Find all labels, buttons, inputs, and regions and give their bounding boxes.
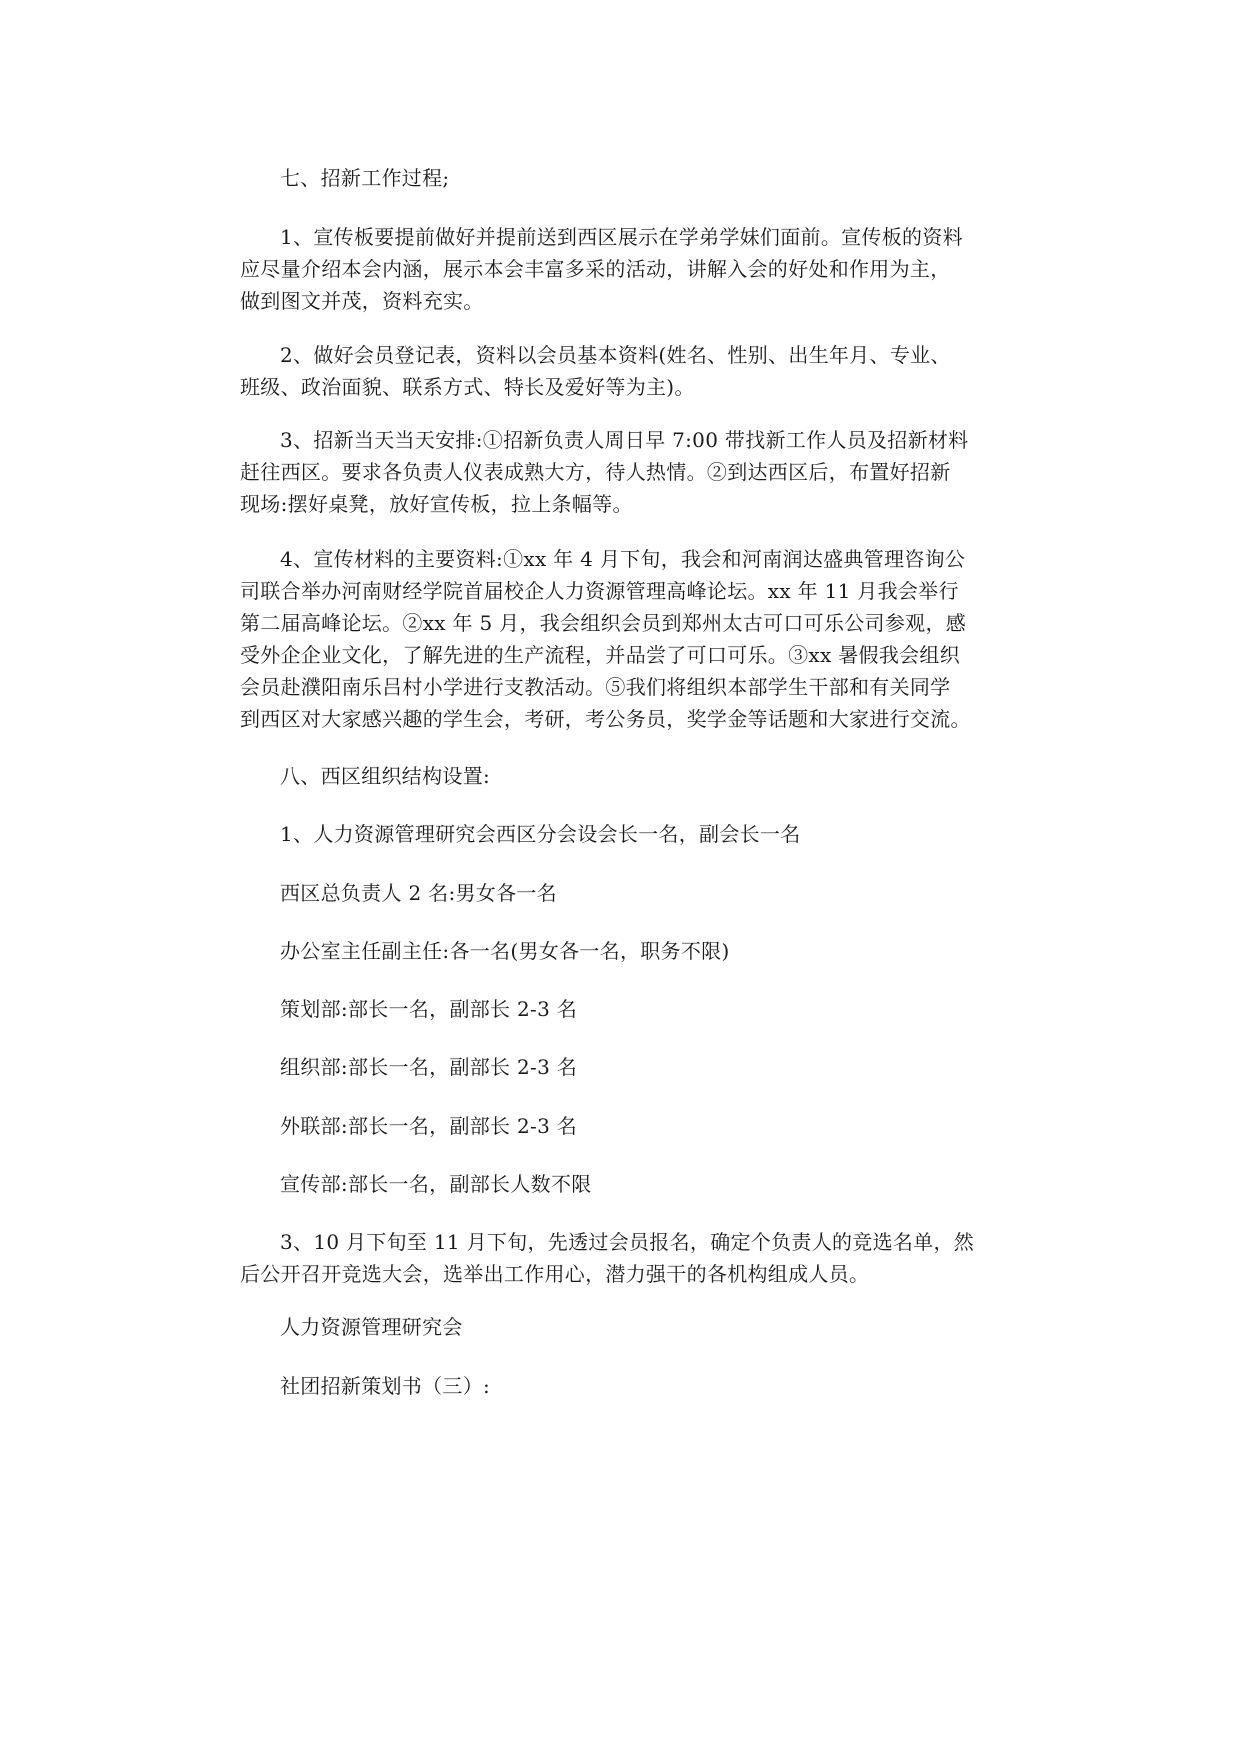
paragraph-line: 班级、政治面貌、联系方式、特长及爱好等为主)。	[240, 375, 695, 399]
section-7-heading	[240, 162, 1010, 194]
paragraph-line: 3、招新当天当天安排:①招新负责人周日早 7:00 带找新工作人员及招新材料	[280, 428, 969, 452]
section-8-heading	[240, 760, 1010, 792]
org-item-1	[240, 818, 1010, 850]
paragraph-line: 2、做好会员登记表，资料以会员基本资料(姓名、性别、出生年月、专业、	[280, 343, 951, 367]
paragraph-line: 4、宣传材料的主要资料:①xx 年 4 月下旬，我会和河南润达盛典管理咨询公	[280, 547, 966, 571]
paragraph-line: 1、人力资源管理研究会西区分会设会长一名，副会长一名	[280, 822, 801, 846]
org-line-1	[240, 877, 1010, 909]
organization-name	[240, 1311, 1010, 1343]
paragraph-line: 现场:摆好桌凳，放好宣传板，拉上条幅等。	[240, 492, 633, 516]
paragraph-line: 组织部:部长一名，副部长 2-3 名	[280, 1055, 578, 1079]
paragraph-line: 受外企企业文化，了解先进的生产流程，并品尝了可口可乐。③xx 暑假我会组织	[240, 643, 961, 667]
paragraph-line: 赶往西区。要求各负责人仪表成熟大方，待人热情。②到达西区后，布置好招新	[240, 460, 951, 484]
paragraph-item-final	[240, 1226, 1010, 1290]
paragraph-line: 1、宣传板要提前做好并提前送到西区展示在学弟学妹们面前。宣传板的资料	[280, 225, 963, 249]
paragraph-line: 社团招新策划书（三）:	[280, 1374, 491, 1398]
paragraph-item-2	[240, 339, 1010, 403]
section-heading-text: 八、西区组织结构设置:	[280, 764, 491, 788]
paragraph-item-4	[240, 543, 1010, 735]
paragraph-line: 做到图文并茂，资料充实。	[240, 289, 484, 313]
paragraph-line: 人力资源管理研究会	[280, 1315, 463, 1339]
paragraph-line: 3、10 月下旬至 11 月下旬，先透过会员报名，确定个负责人的竞选名单，然	[280, 1230, 975, 1254]
paragraph-line: 第二届高峰论坛。②xx 年 5 月，我会组织会员到郑州太古可口可乐公司参观，感	[240, 611, 967, 635]
paragraph-line: 策划部:部长一名，副部长 2-3 名	[280, 997, 578, 1021]
paragraph-item-3	[240, 424, 1010, 520]
paragraph-item-1	[240, 221, 1010, 317]
paragraph-line: 应尽量介绍本会内涵，展示本会丰富多采的活动，讲解入会的好处和作用为主，	[240, 257, 951, 281]
org-line-6	[240, 1168, 1010, 1200]
org-line-2	[240, 935, 1010, 967]
next-title	[240, 1370, 1010, 1402]
paragraph-line: 办公室主任副主任:各一名(男女各一名，职务不限)	[280, 939, 730, 963]
section-heading-text: 七、招新工作过程;	[280, 166, 450, 190]
org-line-3	[240, 993, 1010, 1025]
org-line-4	[240, 1051, 1010, 1083]
paragraph-line: 司联合举办河南财经学院首届校企人力资源管理高峰论坛。xx 年 11 月我会举行	[240, 579, 959, 603]
paragraph-line: 会员赴濮阳南乐吕村小学进行支教活动。⑤我们将组织本部学生干部和有关同学	[240, 675, 951, 699]
paragraph-line: 后公开召开竞选大会，选举出工作用心，潜力强干的各机构组成人员。	[240, 1262, 870, 1286]
paragraph-line: 外联部:部长一名，副部长 2-3 名	[280, 1114, 578, 1138]
paragraph-line: 西区总负责人 2 名:男女各一名	[280, 881, 557, 905]
paragraph-line: 到西区对大家感兴趣的学生会，考研，考公务员，奖学金等话题和大家进行交流。	[240, 707, 971, 731]
paragraph-line: 宣传部:部长一名，副部长人数不限	[280, 1172, 592, 1196]
org-line-5	[240, 1110, 1010, 1142]
